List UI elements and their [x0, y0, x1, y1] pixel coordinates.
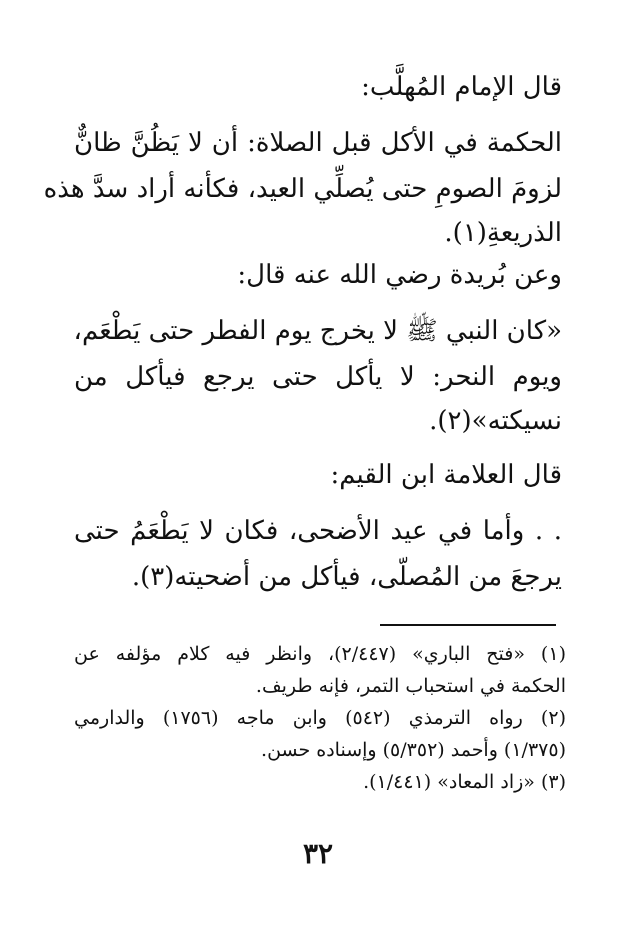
quote-line: . . وأما في عيد الأضحى، فكان لا يَطْعَمُ حتى [74, 516, 562, 546]
footnote-line: (٣) «زاد المعاد» (١/٤٤١). [363, 771, 566, 793]
paragraph-line: لزومَ الصومِ حتى يُصلِّي العيد، فكأنه أراد سدَّ هذه [43, 174, 562, 204]
footnote-line: (١) «فتح الباري» (٢/٤٤٧)، وانظر فيه كلام مؤلفه عن [74, 643, 566, 665]
heading-buraydah: وعن بُريدة رضي الله عنه قال: [237, 260, 562, 290]
footnote-line: (٢) رواه الترمذي (٥٤٢) وابن ماجه (١٧٥٦) والدارمي [74, 707, 566, 729]
quote-line: يرجعَ من المُصلّى، فيأكل من أضحيته(٣). [131, 562, 562, 592]
footnote-line: الحكمة في استحباب التمر، فإنه طريف. [255, 675, 566, 697]
page-number: ٣٢ [302, 837, 334, 870]
paragraph-line: الحكمة في الأكل قبل الصلاة: أن لا يَظُنَّ ظانٌّ [74, 128, 562, 158]
footnote-line: (١/٣٧٥) وأحمد (٥/٣٥٢) وإسناده حسن. [261, 739, 566, 761]
heading-ibn-qayyim: قال العلامة ابن القيم: [330, 460, 562, 490]
footnote-separator [380, 624, 556, 626]
hadith-line: ويوم النحر: لا يأكل حتى يرجع فيأكل من [74, 362, 562, 392]
hadith-line: «كان النبي ﷺ لا يخرج يوم الفطر حتى يَطْعَم، [73, 316, 562, 346]
hadith-line: نسيكته»(٢). [429, 406, 562, 436]
paragraph-line: الذريعةِ(١). [444, 218, 562, 248]
heading-imam-muhallab: قال الإمام المُهلَّب: [361, 72, 562, 102]
